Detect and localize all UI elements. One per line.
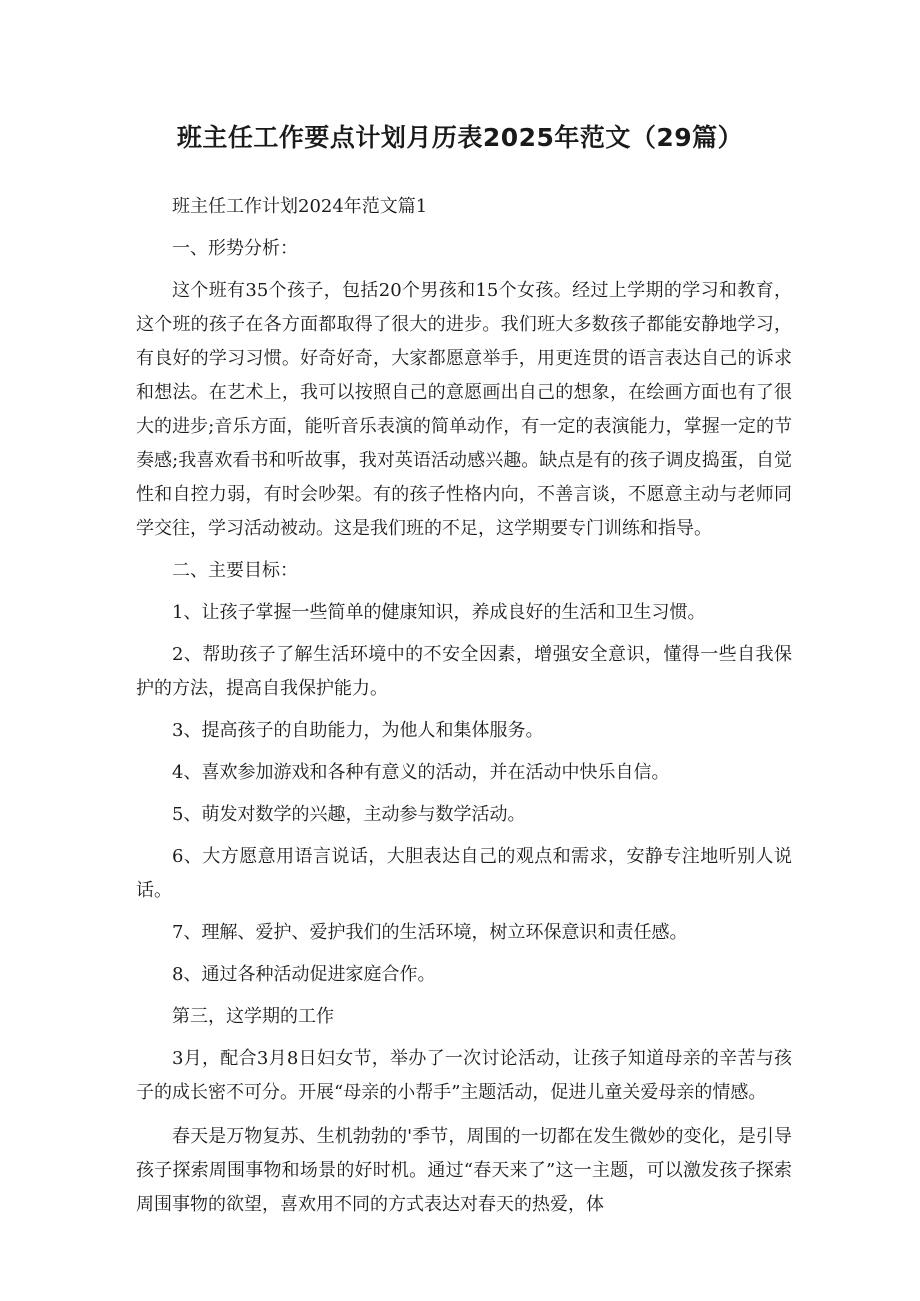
list-item: 5、萌发对数学的兴趣，主动参与数学活动。 bbox=[172, 804, 526, 825]
paragraph: 3月，配合3月8日妇女节，举办了一次讨论活动，让孩子知道母亲的辛苦与孩子的成长密不可分。开展“母亲的小帮手”主题活动，促进儿童关爱母亲的情感。 bbox=[136, 1048, 792, 1103]
paragraph: 春天是万物复苏、生机勃勃的'季节，周围的一切都在发生微妙的变化，是引导孩子探索周围事物和场景的好时机。通过“春天来了”这一主题，可以激发孩子探索周围事物的欲望，喜欢用不同的方式表达对春天的热爱，体 bbox=[136, 1126, 792, 1215]
list-item: 7、理解、爱护、爱护我们的生活环境，树立环保意识和责任感。 bbox=[172, 922, 688, 943]
list-item: 4、喜欢参加游戏和各种有意义的活动，并在活动中快乐自信。 bbox=[172, 762, 670, 783]
subsection-heading: 一、形势分析： bbox=[172, 238, 298, 259]
subsection-heading: 二、主要目标： bbox=[172, 560, 298, 581]
subsection-heading: 第三，这学期的工作 bbox=[172, 1006, 334, 1027]
section-heading: 班主任工作计划2024年范文篇1 bbox=[172, 196, 428, 217]
list-item: 8、通过各种活动促进家庭合作。 bbox=[172, 964, 436, 985]
list-item: 1、让孩子掌握一些简单的健康知识，养成良好的生活和卫生习惯。 bbox=[172, 602, 706, 623]
document-title: 班主任工作要点计划月历表2025年范文（29篇） bbox=[176, 123, 744, 152]
list-item: 6、大方愿意用语言说话，大胆表达自己的观点和需求，安静专注地听别人说话。 bbox=[136, 846, 792, 901]
paragraph: 这个班有35个孩子，包括20个男孩和15个女孩。经过上学期的学习和教育，这个班的孩子在各方面都取得了很大的进步。我们班大多数孩子都能安静地学习，有良好的学习习惯。好奇好奇，大家都愿意举手，用更连贯的语言表达自己的诉求和想法。在艺术上，我可以按照自己的意愿画出自己的想象，在绘画方面也有了很大的进步;音乐方面，能听音乐表演的简单动作，有一定的表演能力，掌握一定的节奏感;我喜欢看书和听故事，我对英语活动感兴趣。缺点是有的孩子调皮捣蛋，自觉性和自控力弱，有时会吵架。有的孩子性格内向，不善言谈，不愿意主动与老师同学交往，学习活动被动。这是我们班的不足，这学期要专门训练和指导。 bbox=[136, 280, 792, 539]
document-body bbox=[136, 190, 792, 1222]
list-item: 3、提高孩子的自助能力，为他人和集体服务。 bbox=[172, 720, 544, 741]
list-item: 2、帮助孩子了解生活环境中的不安全因素，增强安全意识，懂得一些自我保护的方法，提高自我保护能力。 bbox=[136, 644, 792, 699]
